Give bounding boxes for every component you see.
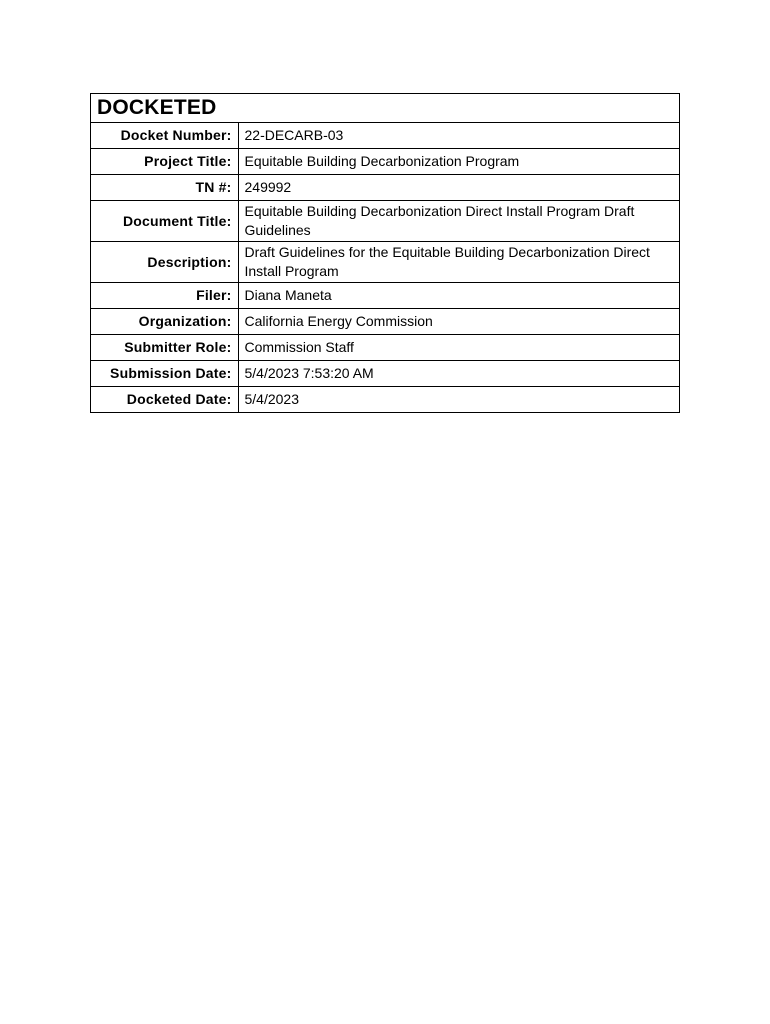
document-title-value: Equitable Building Decarbonization Direct Install Program Draft Guidelines bbox=[244, 203, 635, 238]
row-submitter-role bbox=[91, 335, 679, 361]
row-docketed-date bbox=[91, 387, 679, 413]
docket-number-value: 22-DECARB-03 bbox=[244, 127, 344, 143]
row-tn-number bbox=[91, 175, 679, 201]
docketed-date-label: Docketed Date: bbox=[91, 387, 238, 413]
organization-label: Organization: bbox=[91, 309, 238, 335]
document-title-label: Document Title: bbox=[91, 201, 238, 242]
row-submission-date bbox=[91, 361, 679, 387]
row-organization bbox=[91, 309, 679, 335]
filer-value: Diana Maneta bbox=[244, 287, 332, 303]
row-description bbox=[91, 242, 679, 283]
docket-details-table bbox=[91, 123, 679, 412]
row-filer bbox=[91, 283, 679, 309]
filer-label: Filer: bbox=[91, 283, 238, 309]
row-document-title bbox=[91, 201, 679, 242]
submitter-role-label: Submitter Role: bbox=[91, 335, 238, 361]
submitter-role-value: Commission Staff bbox=[244, 339, 354, 355]
organization-value: California Energy Commission bbox=[244, 313, 433, 329]
submission-date-label: Submission Date: bbox=[91, 361, 238, 387]
docketed-heading: DOCKETED bbox=[91, 94, 679, 123]
docket-number-label: Docket Number: bbox=[91, 123, 238, 149]
submission-date-value: 5/4/2023 7:53:20 AM bbox=[244, 365, 374, 381]
description-label: Description: bbox=[91, 242, 238, 283]
description-value: Draft Guidelines for the Equitable Building Decarbonization Direct Install Program bbox=[244, 244, 650, 279]
docket-cover-table bbox=[90, 93, 680, 413]
tn-number-label: TN #: bbox=[91, 175, 238, 201]
project-title-value: Equitable Building Decarbonization Program bbox=[244, 153, 520, 169]
row-project-title bbox=[91, 149, 679, 175]
project-title-label: Project Title: bbox=[91, 149, 238, 175]
docketed-date-value: 5/4/2023 bbox=[244, 391, 299, 407]
tn-number-value: 249992 bbox=[244, 179, 292, 195]
row-docket-number bbox=[91, 123, 679, 149]
